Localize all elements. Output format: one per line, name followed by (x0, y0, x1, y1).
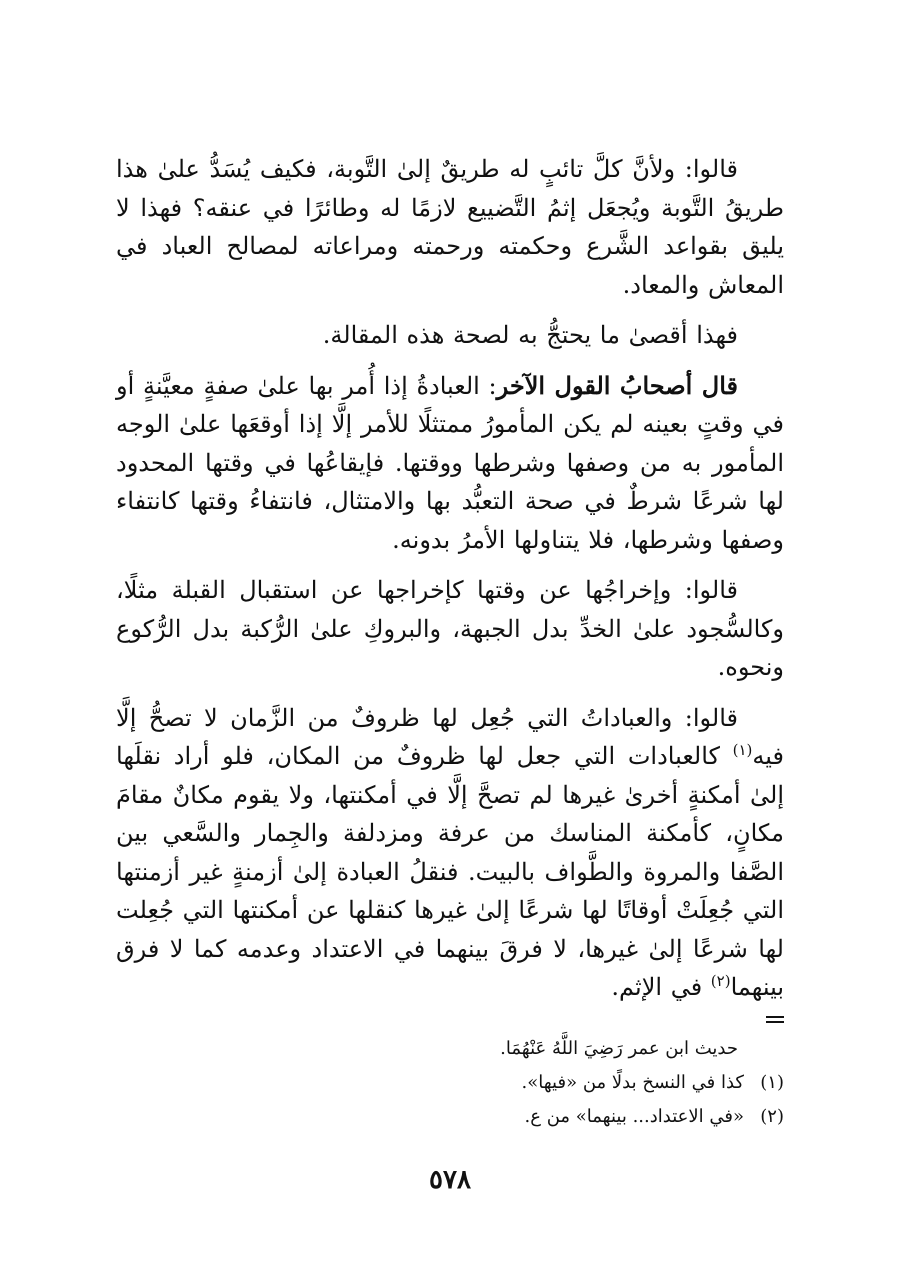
page-number: ٥٧٨ (429, 1165, 471, 1195)
paragraph-5-text: قالوا: والعباداتُ التي جُعِل لها ظروفٌ من الزَّمان لا تصحُّ إلَّا فيه (116, 703, 784, 770)
footnote-separator (766, 1016, 784, 1018)
footnotes (116, 1032, 784, 1134)
footnote-2-number: (٢) (760, 1106, 784, 1127)
paragraph-5-tail: كالعبادات التي جعل لها ظروفٌ من المكان، فلو أراد نقلَها إلىٰ أمكنةٍ أخرىٰ غيرها لم تصحَّ إلَّا في أمكنتها، ولا يقوم مكانٌ مقامَ مكانٍ، كأمكنة المناسك من عرفة ومزدلفة والجِمار والسَّعي بين الصَّفا والمروة والطَّواف بالبيت. فنقلُ العبادة إلىٰ أزمنةٍ غير أزمنتها التي جُعِلَتْ أوقاتًا لها شرعًا إلىٰ غيرها كنقلها عن أمكنتها التي جُعِلت لها شرعًا إلىٰ غيرها، لا فرقَ بينهما في الاعتداد وعدمه كما لا فرق بينهما (116, 742, 784, 1001)
paragraph-2 (116, 316, 784, 355)
footnote-1 (116, 1066, 784, 1100)
paragraph-3 (116, 367, 784, 560)
footnote-1-text: كذا في النسخ بدلًا من «فيها». (521, 1072, 744, 1093)
footnote-continuation: حديث ابن عمر رَضِيَ اللَّهُ عَنْهُمَا. (500, 1038, 738, 1059)
footnote-marker-1: (١) (732, 741, 753, 759)
paragraph-2-text: فهذا أقصىٰ ما يحتجُّ به لصحة هذه المقالة. (322, 321, 738, 349)
footnote-2-text: «في الاعتداد... بينهما» من ع. (524, 1106, 744, 1127)
paragraph-5 (116, 699, 784, 1007)
footnote-2 (116, 1100, 784, 1134)
paragraph-5-end: في الإثم. (611, 973, 711, 1001)
paragraph-3-heading: قال أصحابُ القول الآخر (496, 370, 738, 400)
paragraph-1 (116, 150, 784, 304)
footnote-marker-2: (٢) (710, 972, 731, 990)
paragraph-3-text: : العبادةُ إذا أُمر بها علىٰ صفةٍ معيَّنةٍ أو في وقتٍ بعينه لم يكن المأمورُ ممتثلًا للأمر إلَّا إذا أوقعَها علىٰ الوجه المأمور به من وصفها وشرطها ووقتها. فإيقاعُها في وقتها المحدود لها شرعًا شرطٌ في صحة التعبُّد بها والامتثال، فانتفاءُ وقتها كانتفاء وصفها وشرطها، فلا يتناولها الأمرُ بدونه. (116, 371, 784, 554)
paragraph-1-text: قالوا: ولأنَّ كلَّ تائبٍ له طريقٌ إلىٰ التَّوبة، فكيف يُسَدُّ علىٰ هذا طريقُ التَّوبة ويُجعَل إثمُ التَّضييع لازمًا له وطائرًا في عنقه؟ فهذا لا يليق بقواعد الشَّرع وحكمته ورحمته ومراعاته لمصالح العباد في المعاش والمعاد. (116, 155, 784, 299)
footnote-1-number: (١) (760, 1072, 784, 1093)
paragraph-4-text: قالوا: وإخراجُها عن وقتها كإخراجها عن استقبال القبلة مثلًا، وكالسُّجود علىٰ الخدِّ بدل الجبهة، والبروكِ علىٰ الرُّكبة بدل الرُّكوع ونحوه. (116, 576, 784, 681)
main-text (116, 150, 784, 1019)
paragraph-4 (116, 571, 784, 687)
